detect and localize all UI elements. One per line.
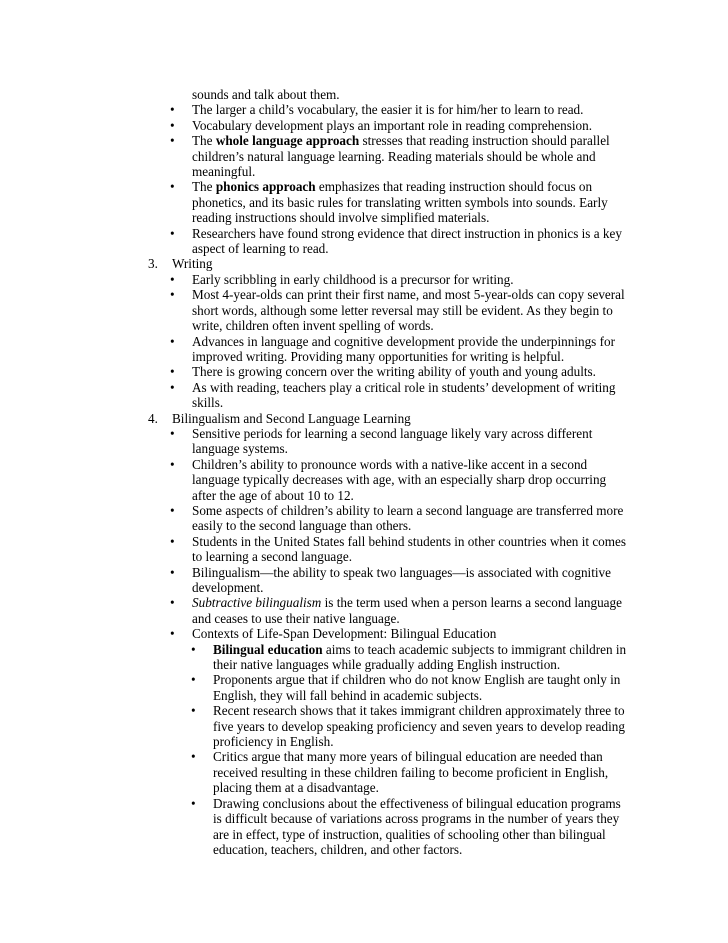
list-item: [148, 457, 628, 503]
item-text: Proponents argue that if children who do not know English are taught only in English, they will fall behind in academic subjects.: [213, 672, 621, 703]
item-text: Bilingualism—the ability to speak two languages—is associated with cognitive development.: [192, 564, 611, 595]
bullet-icon: •: [170, 133, 175, 149]
item-text: Researchers have found strong evidence that direct instruction in phonics is a key aspect of learning to read.: [192, 225, 622, 257]
section-heading-writing: [148, 256, 628, 271]
bullet-icon: •: [170, 117, 175, 133]
bullet-icon: •: [191, 672, 196, 688]
item-text: Critics argue that many more years of bilingual education are needed than received resulting in these children failing to become proficient in English, placing them at a disadvantage.: [213, 749, 609, 796]
section-heading-bilingualism: [148, 411, 628, 426]
bullet-icon: •: [170, 333, 175, 349]
term-bilingual-education: Bilingual education: [213, 641, 323, 657]
item-text: Vocabulary development plays an important role in reading comprehension.: [192, 117, 593, 133]
sub-list-item: [148, 796, 628, 858]
item-text: Contexts of Life-Span Development: Bilingual Education: [192, 626, 497, 642]
sub-list-item: [148, 642, 628, 673]
bullet-icon: •: [191, 703, 196, 719]
item-text: Sensitive periods for learning a second language likely vary across different language systems.: [192, 425, 593, 457]
term-phonics-approach: phonics approach: [215, 179, 316, 195]
item-text: Students in the United States fall behind students in other countries when it comes to learning a second language.: [192, 533, 627, 565]
bullet-icon: •: [170, 271, 175, 287]
list-item: [148, 503, 628, 534]
list-item: [148, 118, 628, 133]
list-item: [148, 595, 628, 626]
item-text-pre: The: [192, 133, 216, 149]
bullet-icon: •: [170, 456, 175, 472]
bullet-icon: •: [170, 287, 175, 303]
bullet-icon: •: [170, 502, 175, 518]
list-item: [148, 272, 628, 287]
sub-list-item: [148, 703, 628, 749]
item-text: Early scribbling in early childhood is a precursor for writing.: [192, 271, 514, 287]
list-item: [148, 380, 628, 411]
bullet-icon: •: [170, 379, 175, 395]
item-text-post: stresses that reading instruction should parallel children’s natural language learning. Reading materials should be whole and meaningful.: [192, 133, 610, 180]
bullet-icon: •: [170, 364, 175, 380]
sub-list-item: [148, 672, 628, 703]
section-title: Bilingualism and Second Language Learning: [172, 410, 411, 426]
list-item: [148, 565, 628, 596]
list-item: [148, 626, 628, 641]
list-item: [148, 133, 628, 179]
bullet-icon: •: [170, 564, 175, 580]
bullet-icon: •: [170, 533, 175, 549]
item-text: The larger a child’s vocabulary, the easier it is for him/her to learn to read.: [192, 102, 584, 118]
item-text: Children’s ability to pronounce words with a native-like accent in a second language typically decreases with age, with an especially sharp drop occurring after the age of about 10 to 12.: [192, 456, 607, 503]
bilingual-education-sublist: [148, 642, 628, 858]
bullet-icon: •: [191, 795, 196, 811]
continued-text: sounds and talk about them.: [192, 87, 340, 102]
list-item: [148, 287, 628, 333]
list-item: [148, 534, 628, 565]
item-text: Most 4-year-olds can print their first name, and most 5-year-olds can copy several short words, although some letter reversal may still be evident. As they begin to write, children often invent spelling of words.: [192, 287, 625, 334]
list-item: [148, 334, 628, 365]
bullet-icon: •: [170, 626, 175, 642]
item-text-pre: The: [192, 179, 216, 195]
term-whole-language-approach: whole language approach: [215, 133, 360, 149]
bullet-icon: •: [170, 425, 175, 441]
bullet-icon: •: [170, 225, 175, 241]
bullet-icon: •: [170, 595, 175, 611]
list-item: [148, 102, 628, 117]
item-text: Drawing conclusions about the effectiveness of bilingual education programs is difficult because of variations across programs in the number of years they are in effect, type of instruction, qualities of schooling other than bilingual education, teachers, children, and other factors.: [213, 795, 621, 857]
section-number: 3.: [148, 256, 158, 272]
item-text-post: emphasizes that reading instruction should focus on phonetics, and its basic rules for translating written symbols into sounds. Early reading instructions should involve simplified materials.: [192, 179, 608, 226]
item-text-post: is the term used when a person learns a second language and ceases to use their native language.: [192, 595, 622, 626]
section-title: Writing: [172, 256, 213, 272]
item-text-post: aims to teach academic subjects to immigrant children in their native languages while gradually adding English instruction.: [213, 641, 627, 673]
sub-list-item: [148, 749, 628, 795]
item-text: Recent research shows that it takes immigrant children approximately three to five years to develop speaking proficiency and seven years to develop reading proficiency in English.: [213, 703, 625, 750]
bilingualism-list: [148, 426, 628, 857]
writing-list: [148, 272, 628, 411]
section-number: 4.: [148, 410, 158, 426]
list-item: [148, 364, 628, 379]
item-text: As with reading, teachers play a critical role in students’ development of writing skills.: [192, 379, 616, 411]
list-item: [148, 426, 628, 457]
bullet-icon: •: [170, 102, 175, 118]
document-body: [148, 87, 628, 857]
item-text: Advances in language and cognitive development provide the underpinnings for improved writing. Providing many opportunities for writing is helpful.: [192, 333, 615, 364]
bullet-icon: •: [191, 641, 196, 657]
term-subtractive-bilingualism: Subtractive bilingualism: [192, 595, 322, 611]
bullet-icon: •: [170, 179, 175, 195]
item-text: Some aspects of children’s ability to learn a second language are transferred more easily to the second language than others.: [192, 502, 624, 534]
list-item: [148, 179, 628, 225]
bullet-icon: •: [191, 749, 196, 765]
reading-list: [148, 102, 628, 256]
item-text: There is growing concern over the writing ability of youth and young adults.: [192, 364, 596, 380]
list-item: [148, 226, 628, 257]
